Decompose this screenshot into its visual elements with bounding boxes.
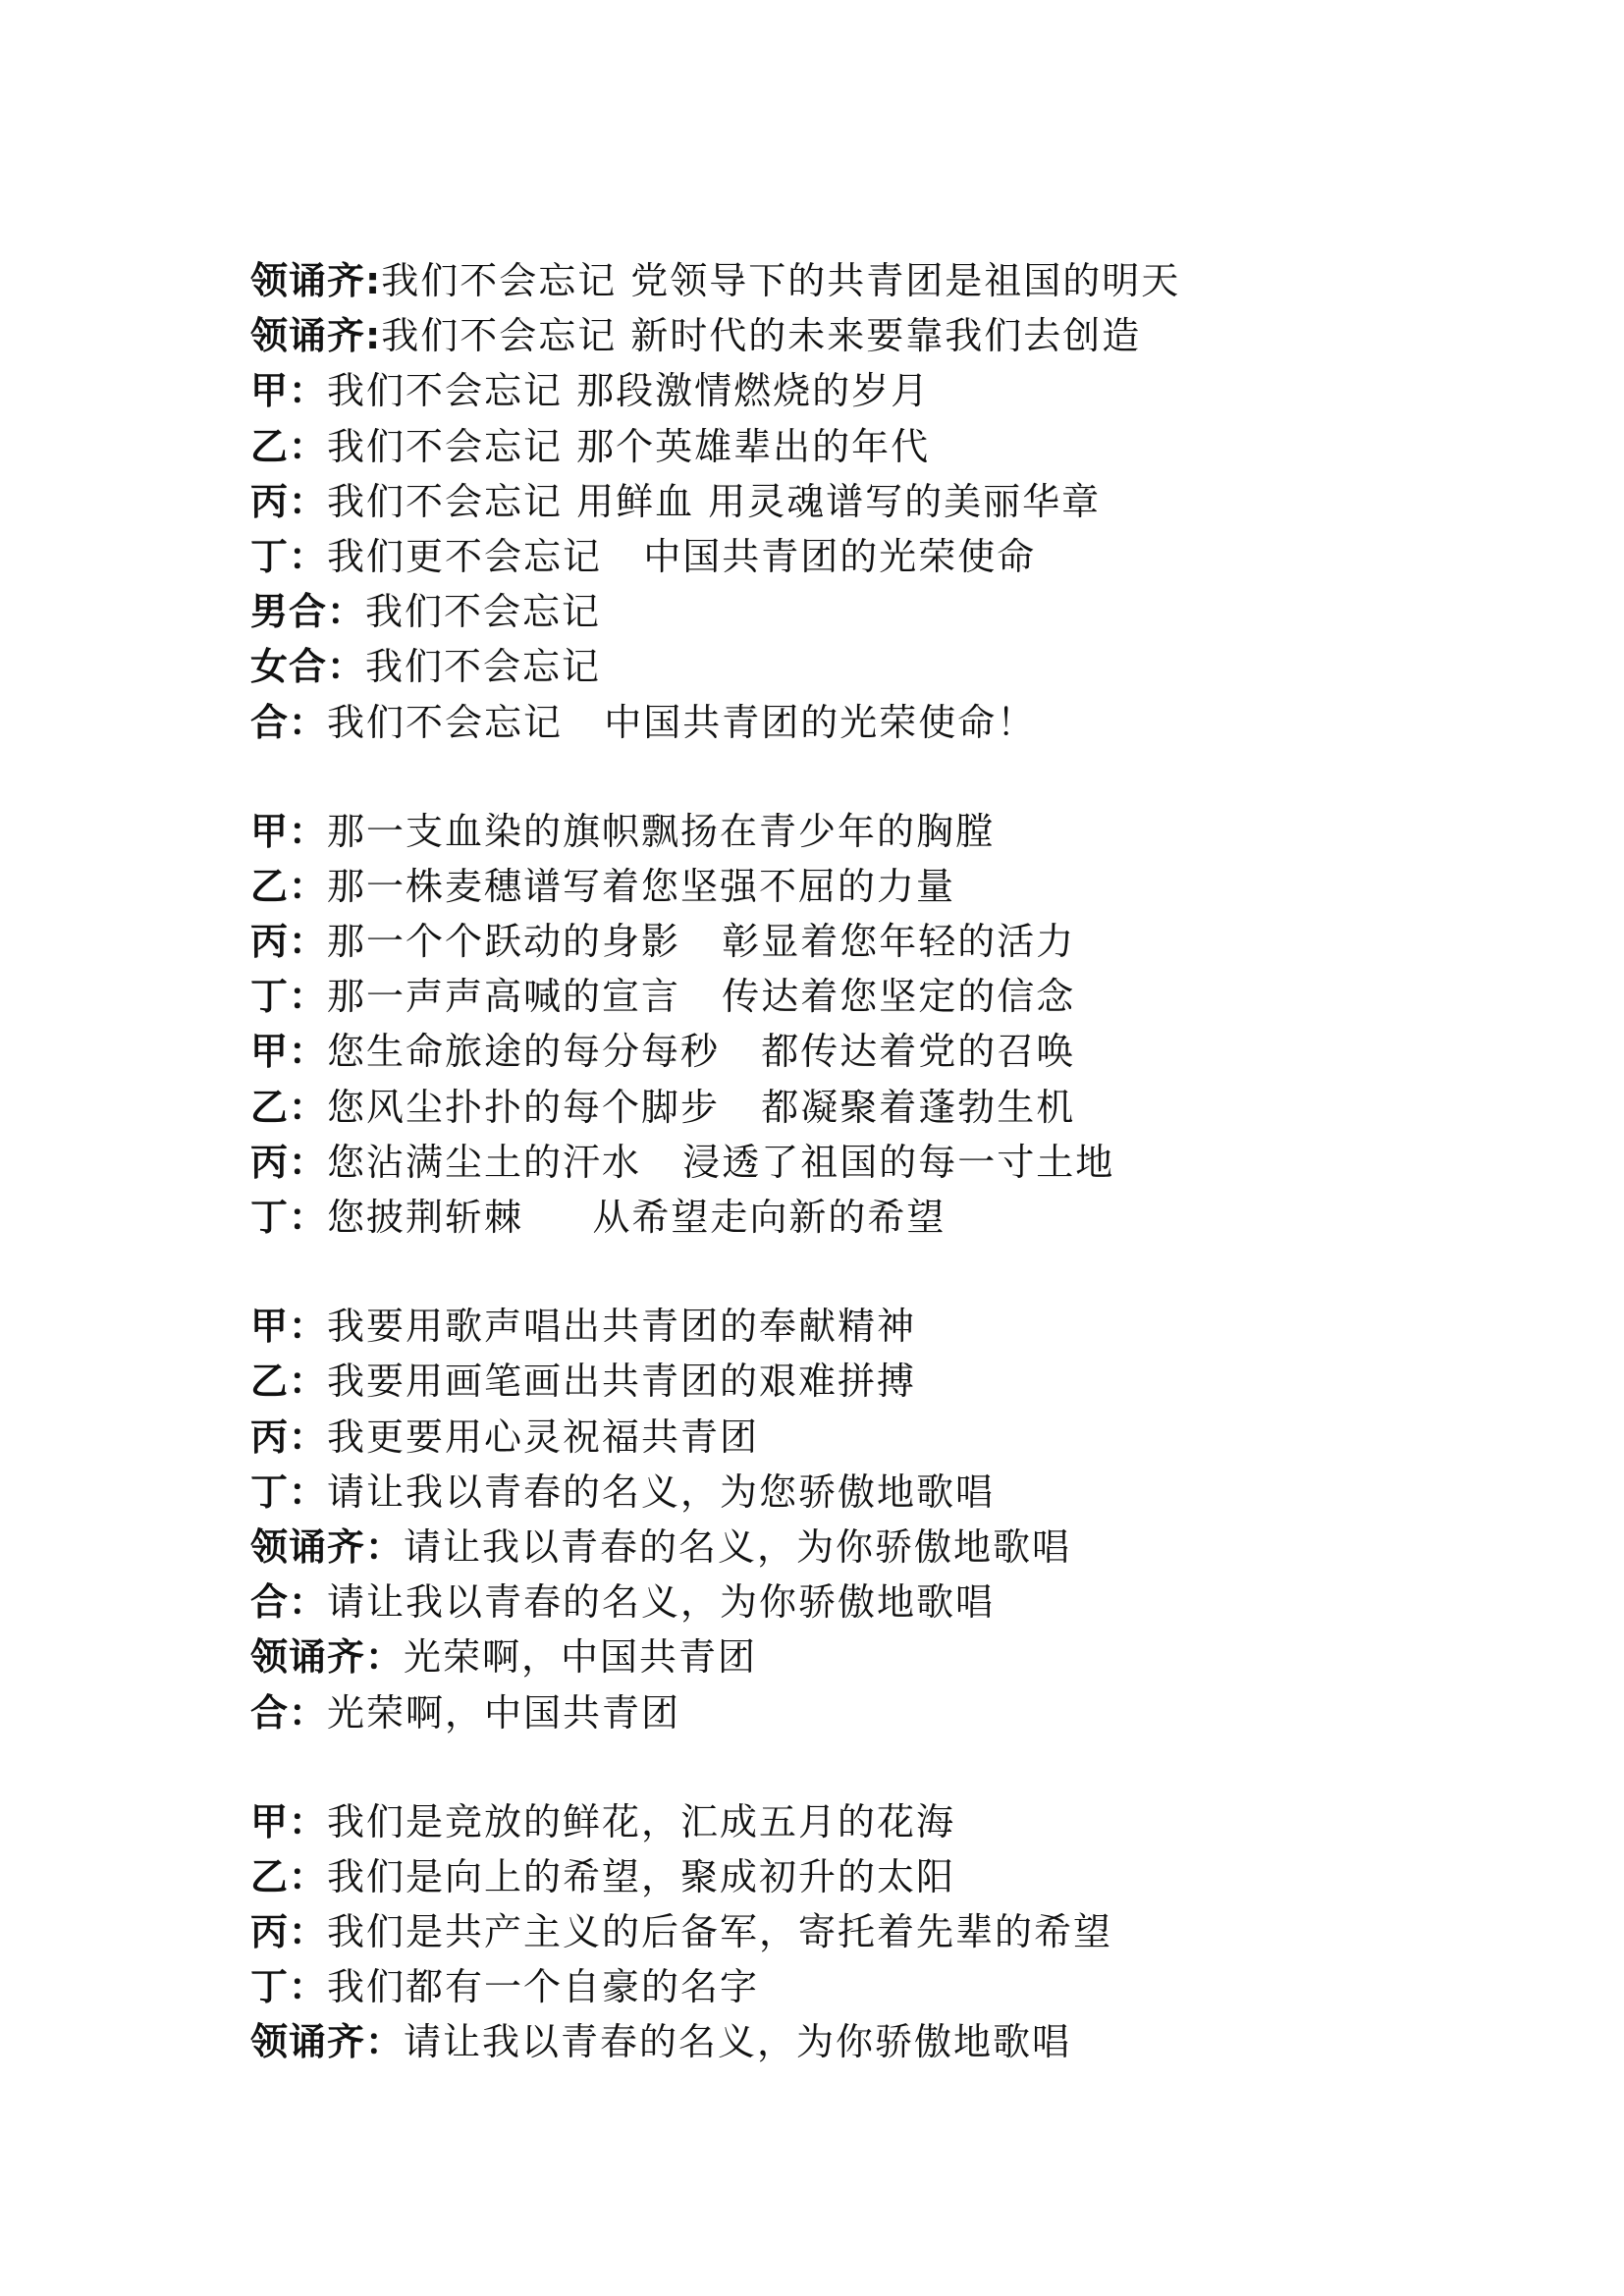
script-line xyxy=(250,1685,1527,1740)
line-text: 那一株麦穗谱写着您坚强不屈的力量 xyxy=(327,864,956,908)
script-line xyxy=(250,1465,1527,1520)
speaker-label: 丙： xyxy=(250,1415,328,1459)
line-text: 我们不会忘记 那个英雄辈出的年代 xyxy=(327,424,931,468)
script-line xyxy=(250,1024,1527,1079)
script-line xyxy=(250,474,1527,529)
line-text: 您披荆斩棘 从希望走向新的希望 xyxy=(327,1196,947,1239)
line-text: 我要用歌声唱出共青团的奉献精神 xyxy=(327,1305,917,1349)
speaker-label: 丙： xyxy=(250,1910,328,1954)
speaker-label: 女合： xyxy=(250,645,366,689)
line-text: 那一声声高喊的宣言 传达着您坚定的信念 xyxy=(327,975,1076,1019)
script-line xyxy=(250,363,1527,418)
line-text: 光荣啊，中国共青团 xyxy=(327,1690,681,1735)
script-line xyxy=(250,1629,1527,1684)
speaker-label: 领诵齐： xyxy=(250,1524,405,1569)
stanza-2 xyxy=(250,804,1527,1246)
speaker-label: 乙： xyxy=(250,424,328,468)
stanza-4 xyxy=(250,1794,1527,2070)
speaker-label: 乙： xyxy=(250,864,328,908)
speaker-label: 乙： xyxy=(250,1085,328,1129)
line-text: 请让我以青春的名义，为你骄傲地歌唱 xyxy=(327,1580,996,1625)
script-line xyxy=(250,1959,1527,2014)
speaker-label: 丁： xyxy=(250,1469,328,1514)
line-text: 我们不会忘记 xyxy=(365,590,602,634)
speaker-label: 合： xyxy=(250,1580,328,1625)
speaker-label: 乙： xyxy=(250,1360,328,1404)
speaker-label: 甲： xyxy=(250,1799,328,1843)
line-text: 我们不会忘记 xyxy=(365,645,602,689)
script-line xyxy=(250,1080,1527,1135)
line-text: 我们不会忘记 那段激情燃烧的岁月 xyxy=(327,369,931,413)
script-line xyxy=(250,1520,1527,1575)
speaker-label: 甲： xyxy=(250,1030,328,1074)
line-text: 我更要用心灵祝福共青团 xyxy=(327,1415,760,1459)
stanza-1 xyxy=(250,253,1527,750)
line-text: 我们不会忘记 新时代的未来要靠我们去创造 xyxy=(381,314,1142,358)
script-line xyxy=(250,253,1527,308)
speaker-label: 丁： xyxy=(250,975,328,1019)
script-line xyxy=(250,1190,1527,1245)
script-line xyxy=(250,584,1527,639)
script-line xyxy=(250,1410,1527,1465)
line-text: 光荣啊，中国共青团 xyxy=(404,1635,758,1680)
stanza-3 xyxy=(250,1299,1527,1740)
script-line xyxy=(250,1575,1527,1629)
speaker-label: 丙： xyxy=(250,920,328,964)
line-text: 那一个个跃动的身影 彰显着您年轻的活力 xyxy=(327,920,1076,964)
script-line xyxy=(250,804,1527,859)
script-line xyxy=(250,1904,1527,1959)
line-text: 我们更不会忘记 中国共青团的光荣使命 xyxy=(327,534,1037,578)
line-text: 那一支血染的旗帜飘扬在青少年的胸膛 xyxy=(327,809,996,853)
line-text: 请让我以青春的名义，为您骄傲地歌唱 xyxy=(327,1469,996,1514)
script-line xyxy=(250,1794,1527,1849)
speaker-label: 男合： xyxy=(250,590,366,634)
script-line xyxy=(250,969,1527,1024)
script-line xyxy=(250,529,1527,584)
line-text: 我们是共产主义的后备军，寄托着先辈的希望 xyxy=(327,1910,1113,1954)
speaker-label: 丁： xyxy=(250,1965,328,2009)
speaker-label: 甲： xyxy=(250,809,328,853)
speaker-label: 领诵齐： xyxy=(250,1635,405,1680)
speaker-label: 丙： xyxy=(250,479,328,523)
script-line xyxy=(250,914,1527,969)
speaker-label: 合： xyxy=(250,1690,328,1735)
line-text: 我们不会忘记 党领导下的共青团是祖国的明天 xyxy=(381,259,1181,302)
line-text: 我们都有一个自豪的名字 xyxy=(327,1965,760,2009)
line-text: 您风尘扑扑的每个脚步 都凝聚着蓬勃生机 xyxy=(327,1085,1076,1129)
line-text: 请让我以青春的名义，为你骄傲地歌唱 xyxy=(404,1524,1072,1569)
script-line xyxy=(250,1299,1527,1354)
script-line xyxy=(250,419,1527,474)
line-text: 您沾满尘土的汗水 浸透了祖国的每一寸土地 xyxy=(327,1140,1115,1184)
speaker-label: 丁： xyxy=(250,1196,328,1239)
speaker-label: 甲： xyxy=(250,369,328,413)
line-text: 我们不会忘记 用鲜血 用灵魂谱写的美丽华章 xyxy=(327,479,1102,523)
script-line xyxy=(250,1135,1527,1190)
speaker-label: 丙： xyxy=(250,1140,328,1184)
line-text: 我要用画笔画出共青团的艰难拼搏 xyxy=(327,1360,917,1404)
script-line xyxy=(250,859,1527,914)
line-text: 我们是向上的希望，聚成初升的太阳 xyxy=(327,1854,956,1898)
line-text: 您生命旅途的每分每秒 都传达着党的召唤 xyxy=(327,1030,1076,1074)
line-text: 我们是竞放的鲜花，汇成五月的花海 xyxy=(327,1799,956,1843)
speaker-label: 领诵齐: xyxy=(250,259,382,302)
speaker-label: 丁： xyxy=(250,534,328,578)
script-line xyxy=(250,1849,1527,1904)
script-line xyxy=(250,308,1527,363)
script-line xyxy=(250,1354,1527,1409)
script-line xyxy=(250,2014,1527,2069)
recitation-script xyxy=(250,253,1527,2124)
script-line xyxy=(250,639,1527,694)
line-text: 请让我以青春的名义，为你骄傲地歌唱 xyxy=(404,2020,1072,2064)
script-line xyxy=(250,695,1527,750)
speaker-label: 乙： xyxy=(250,1854,328,1898)
speaker-label: 甲： xyxy=(250,1305,328,1349)
speaker-label: 领诵齐: xyxy=(250,314,382,358)
speaker-label: 合： xyxy=(250,700,328,744)
speaker-label: 领诵齐： xyxy=(250,2020,405,2064)
line-text: 我们不会忘记 中国共青团的光荣使命！ xyxy=(327,700,1037,744)
